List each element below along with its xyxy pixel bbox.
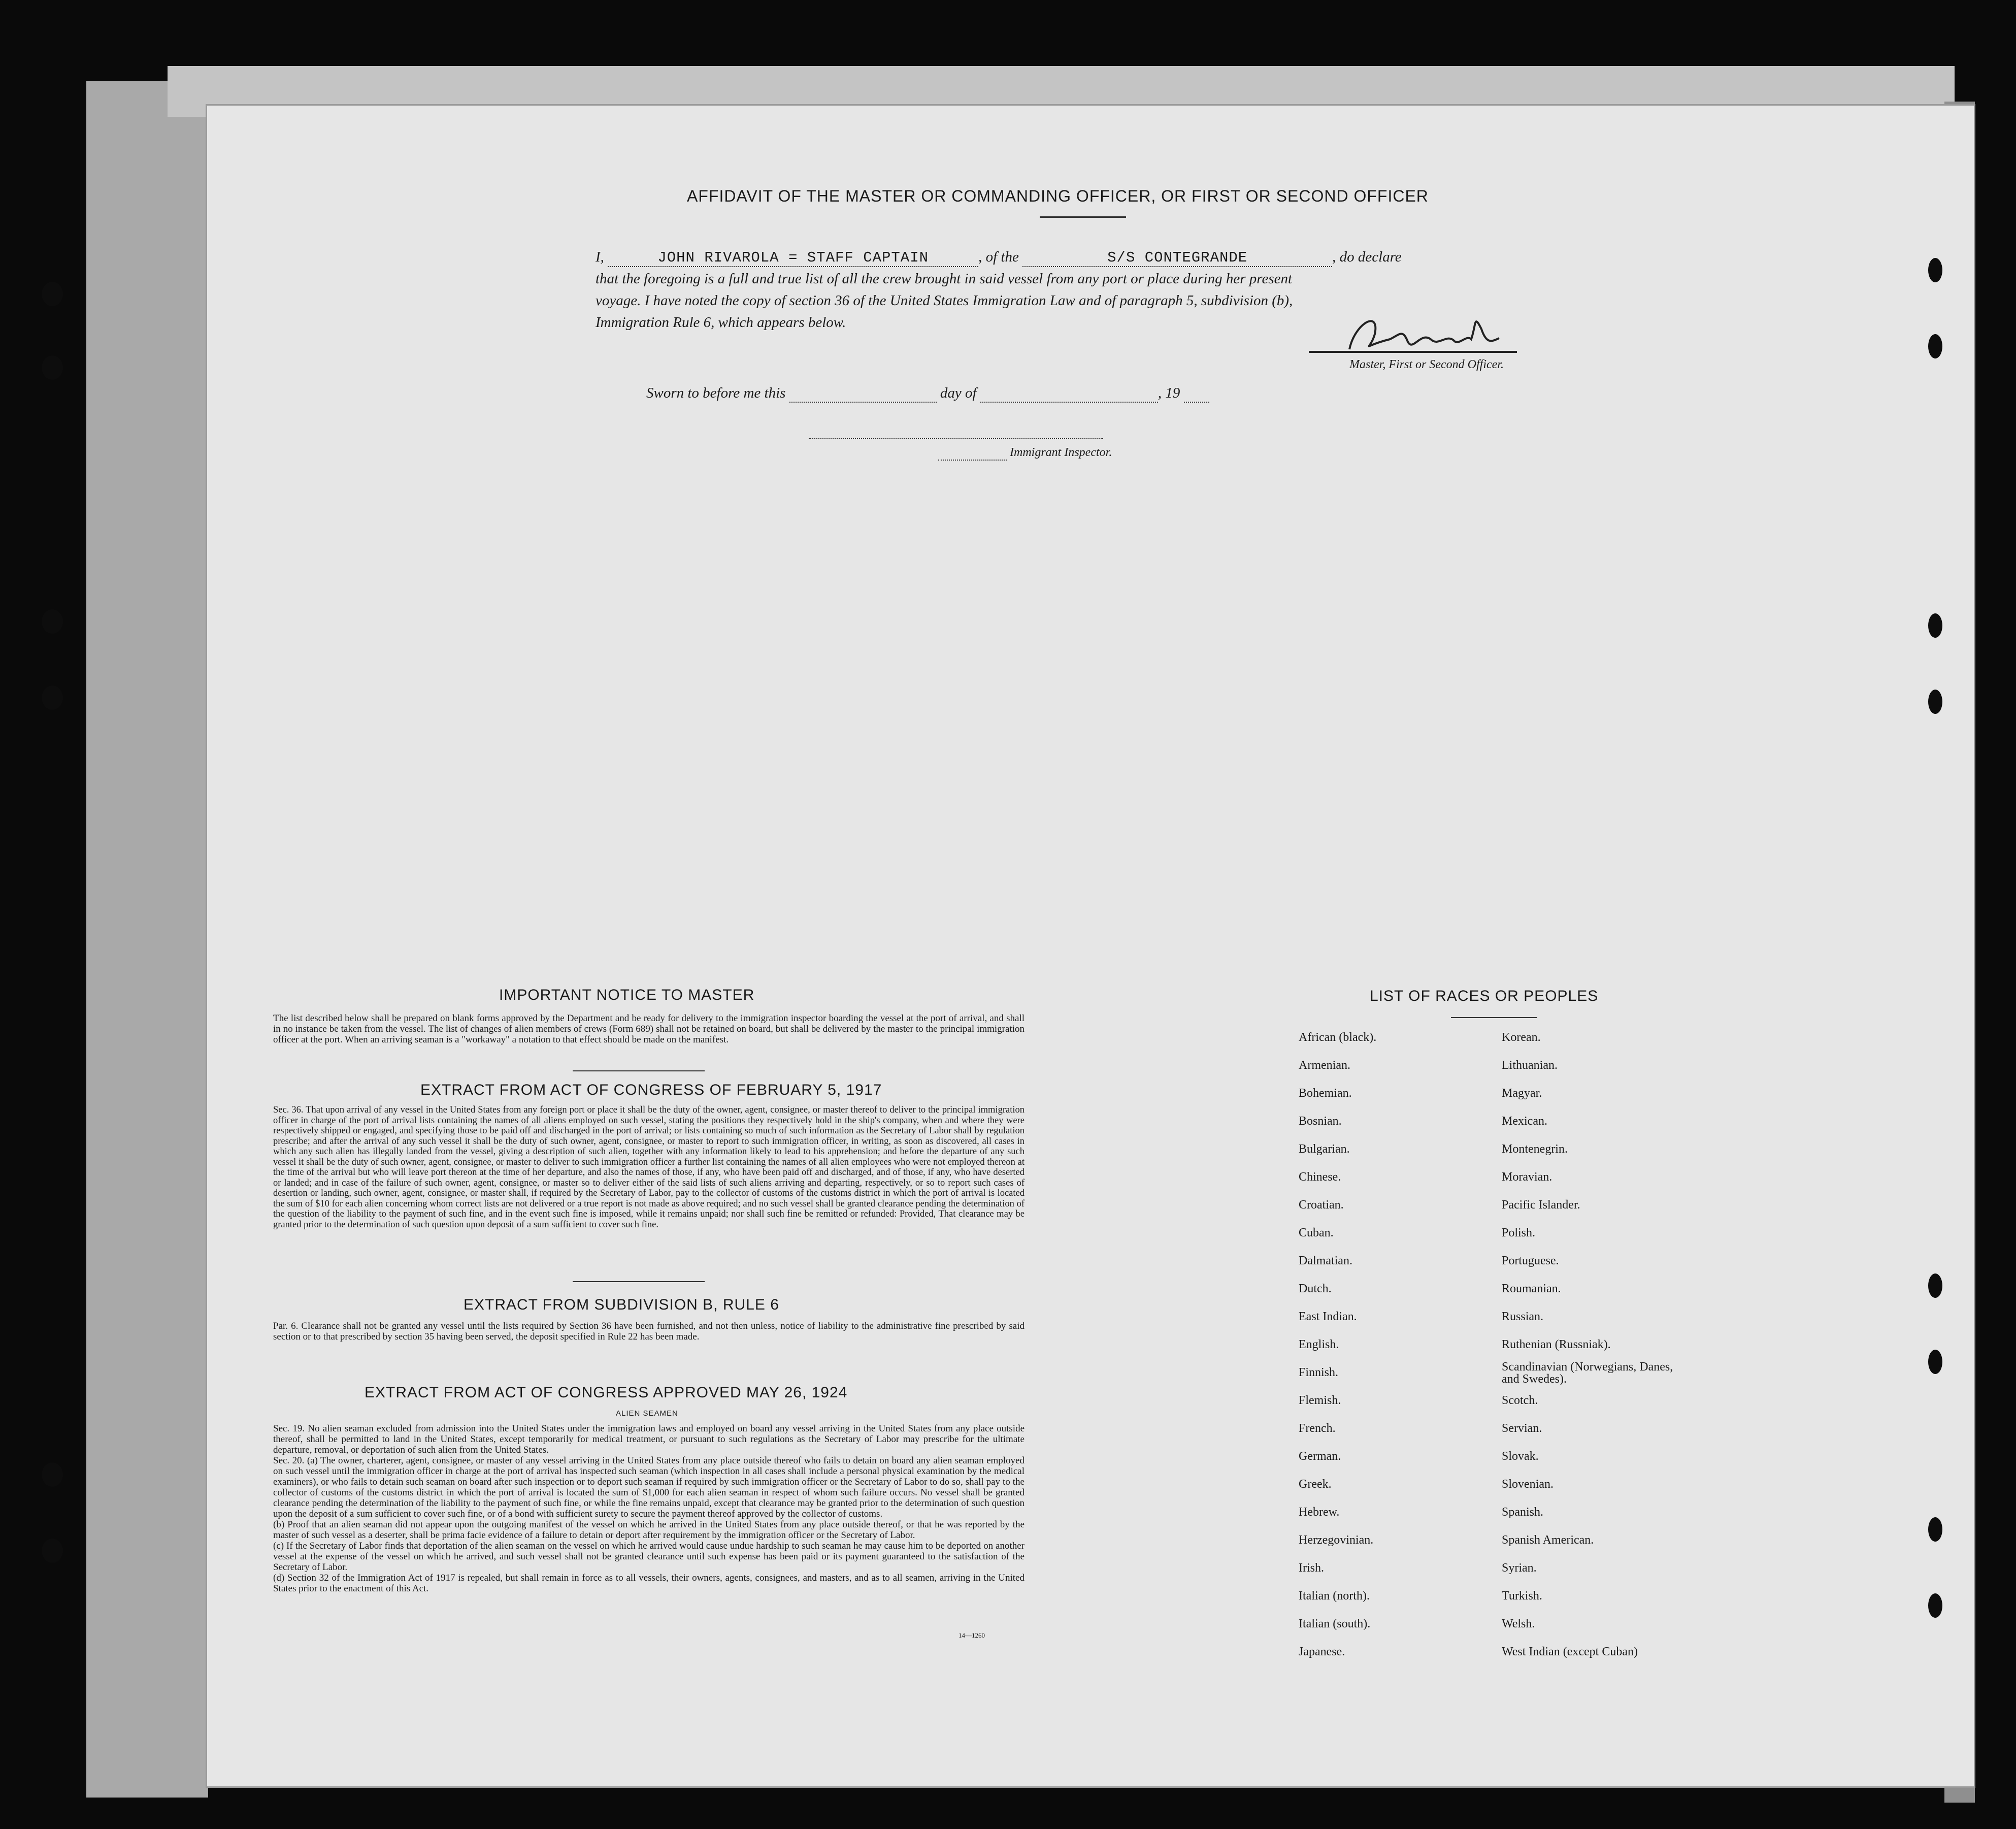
inspector-signature-line: [809, 438, 1103, 439]
sworn-day-field: [789, 385, 937, 403]
binder-hole: [42, 609, 63, 634]
sec20a-text: Sec. 20. (a) The owner, charterer, agent, consignee, or master of any vessel arriving in the United States from any place outside thereof who fails to detain on board any alien seaman employed on such vessel until the immigration officer in charge at the port of arrival has inspected such seaman (which inspection in all cases shall include a personal physical examination by the medical examiners), or who fails to detain such seaman on board after such inspection or to deport such seaman if required by such immigration officer or the Secretary of Labor to do so, shall pay to the collector of customs of the customs district in which the port of arrival is located the sum of $1,000 for each alien seaman in respect of whom such failure occurs. No vessel shall be granted clearance pending the determination of the liability to the payment of such fine, or while the fine remains unpaid, except that clearance may be granted prior to the determination of such question upon the deposit of a sum sufficient to cover such fine, or of a bond with sufficient surety to secure the payment thereof approved by the collector of customs.: [273, 1455, 1024, 1519]
race-item: Polish.: [1502, 1226, 1536, 1239]
race-item: East Indian.: [1299, 1310, 1357, 1323]
master-signature: [1299, 304, 1603, 365]
extract-rule6-text: Par. 6. Clearance shall not be granted any vessel until the lists required by Section 36 have been furnished, and not then unless, notice of liability to the administrative fine prescribed by said section or to that prescribed by section 35 having been served, the deposit specified in Rule 22 has been made.: [273, 1321, 1024, 1342]
extract-1917-title: EXTRACT FROM ACT OF CONGRESS OF FEBRUARY 5, 1917: [420, 1082, 882, 1098]
race-item: Japanese.: [1299, 1645, 1345, 1658]
affidavit-line3: voyage. I have noted the copy of section 36 of the United States Immigration Law and of paragraph 5, subdivision (b),: [596, 292, 1293, 309]
notice-title: IMPORTANT NOTICE TO MASTER: [499, 987, 755, 1003]
extract-1924-title: EXTRACT FROM ACT OF CONGRESS APPROVED MAY 26, 1924: [365, 1384, 848, 1401]
race-item: Italian (south).: [1299, 1617, 1371, 1630]
race-item: Bulgarian.: [1299, 1142, 1350, 1156]
binder-hole: [42, 685, 63, 710]
binder-hole: [42, 1539, 63, 1563]
section-rule: [573, 1281, 705, 1282]
binder-hole: [42, 282, 63, 306]
race-item: Dalmatian.: [1299, 1254, 1352, 1267]
race-item: Pacific Islander.: [1502, 1198, 1580, 1212]
binder-hole: [42, 355, 63, 380]
sworn-label: Sworn to before me this: [646, 385, 786, 401]
sworn-year-field: [1184, 385, 1209, 403]
sec20b-text: (b) Proof that an alien seaman did not appear upon the outgoing manifest of the vessel on which he arrived in the United States from any place outside thereof, or that he was reported by the master of such vessel as a deserter, shall be prima facie evidence of a failure to detain or deport after requirement by the immigration officer or the Secretary of Labor.: [273, 1519, 1024, 1541]
race-item: Scotch.: [1502, 1394, 1538, 1407]
signature-caption: Master, First or Second Officer.: [1349, 358, 1504, 371]
race-item: Cuban.: [1299, 1226, 1334, 1239]
binder-hole: [1928, 334, 1942, 358]
race-item: Slovenian.: [1502, 1478, 1554, 1491]
race-item: Turkish.: [1502, 1589, 1542, 1603]
affidavit-line4: Immigration Rule 6, which appears below.: [596, 314, 846, 331]
form-number: 14—1260: [959, 1631, 985, 1639]
underlying-sheet-left: [86, 81, 208, 1798]
sworn-line: [646, 385, 1209, 403]
sworn-month-field: [980, 385, 1158, 403]
binder-hole: [42, 1462, 63, 1487]
race-item: Herzegovinian.: [1299, 1533, 1374, 1547]
inspector-caption: Immigrant Inspector.: [1010, 446, 1112, 459]
race-item: Moravian.: [1502, 1170, 1552, 1184]
race-item: English.: [1299, 1338, 1339, 1351]
vessel-name-field: [1022, 249, 1332, 267]
race-item: Welsh.: [1502, 1617, 1535, 1630]
extract-rule6-title: EXTRACT FROM SUBDIVISION B, RULE 6: [464, 1296, 779, 1313]
affidavit-i: I,: [596, 249, 604, 265]
extract-1924-body: [273, 1423, 1024, 1594]
race-item: Bohemian.: [1299, 1087, 1352, 1100]
race-item: Korean.: [1502, 1031, 1541, 1044]
day-of-label: day of: [940, 385, 977, 401]
race-item: Montenegrin.: [1502, 1142, 1568, 1156]
race-item: West Indian (except Cuban): [1502, 1645, 1638, 1658]
race-item: Mexican.: [1502, 1115, 1547, 1128]
race-item: French.: [1299, 1422, 1336, 1435]
of-the-label: , of the: [978, 249, 1019, 265]
race-item: Chinese.: [1299, 1170, 1341, 1184]
race-item: Hebrew.: [1299, 1506, 1340, 1519]
races-rule: [1451, 1017, 1537, 1018]
binder-hole: [1928, 1593, 1942, 1618]
race-item: Armenian.: [1299, 1059, 1350, 1072]
race-item: Spanish.: [1502, 1506, 1544, 1519]
do-declare-label: , do declare: [1332, 249, 1402, 265]
race-item: Lithuanian.: [1502, 1059, 1558, 1072]
binder-hole: [1928, 1273, 1942, 1298]
binder-hole: [1928, 613, 1942, 638]
race-item: Russian.: [1502, 1310, 1544, 1323]
race-item: Syrian.: [1502, 1561, 1537, 1575]
race-item: Roumanian.: [1502, 1282, 1561, 1295]
affidavit-title: AFFIDAVIT OF THE MASTER OR COMMANDING OFFICER, OR FIRST OR SECOND OFFICER: [687, 187, 1429, 205]
race-item: German.: [1299, 1450, 1341, 1463]
section-rule: [573, 1070, 705, 1071]
officer-name: JOHN RIVAROLA = STAFF CAPTAIN: [657, 249, 929, 266]
race-item: Spanish American.: [1502, 1533, 1594, 1547]
race-item: Greek.: [1299, 1478, 1332, 1491]
extract-1917-text: Sec. 36. That upon arrival of any vessel in the United States from any foreign port or place it shall be the duty of the owner, agent, consignee, or master thereof to deliver to the principal immigration officer in charge of the port of arrival lists containing the names of all aliens employed on such vessel, stating the positions they respectively hold in the ship's company, when and where they were respectively shipped or engaged, and specifying those to be paid off and discharged in the port of arrival; or lists containing so much of such information as the Secretary of Labor shall by regulation prescribe; and after the arrival of any such vessel it shall be the duty of such owner, agent, consignee, or master to report to such immigration officer, in writing, as soon as discovered, all cases in which any such alien has illegally landed from the vessel, giving a description of such alien, together with any information likely to lead to his apprehension; and before the departure of any such vessel it shall be the duty of such owner, agent, consignee, or master to deliver to such immigration officer a further list containing the names of all alien employees who were not employed thereon at the time of the arrival but who will leave port thereon at the time of her departure, and also the names of those, if any, who have been paid off and discharged, and of those, if any, who have deserted or landed; and in case of the failure of such owner, agent, consignee, or master so to deliver either of the said lists of such aliens arriving and departing, respectively, or so to report such cases of desertion or landing, such owner, agent, consignee, or master shall, if required by the Secretary of Labor, pay to the collector of customs of the customs district in which the port of arrival is located the sum of $10 for each alien concerning whom correct lists are not delivered or a true report is not made as above required; and no such vessel shall be granted clearance pending the determination of the question of the liability to the payment of such fine, and in the event such fine is imposed, while it remains unpaid; nor shall such fine be remitted or refunded: Provided, That clearance may be granted prior to the determination of such question upon deposit of a sum sufficient to cover such fine.: [273, 1105, 1024, 1230]
race-item: Flemish.: [1299, 1394, 1341, 1407]
race-item: Ruthenian (Russniak).: [1502, 1338, 1611, 1351]
inspector-line: [938, 446, 1112, 461]
officer-name-field: [608, 249, 978, 267]
race-item: Magyar.: [1502, 1087, 1542, 1100]
vessel-name: S/S CONTEGRANDE: [1107, 249, 1248, 266]
title-rule: [1040, 216, 1126, 218]
sec20d-text: (d) Section 32 of the Immigration Act of 1917 is repealed, but shall remain in force as to all vessels, their owners, agents, consignees, and masters, and as to all seamen, arriving in the United States prior to the enactment of this Act.: [273, 1573, 1024, 1594]
binder-hole: [1928, 690, 1942, 714]
race-item: Scandinavian (Norwegians, Danes, and Swedes).: [1502, 1360, 1673, 1386]
affidavit-line2: that the foregoing is a full and true list of all the crew brought in said vessel from any port or place during her present: [596, 271, 1293, 287]
race-item: Portuguese.: [1502, 1254, 1559, 1267]
binder-hole: [1928, 258, 1942, 282]
binder-hole: [1928, 1350, 1942, 1374]
inspector-dots: [938, 446, 1007, 461]
race-item: Dutch.: [1299, 1282, 1332, 1295]
race-item: Irish.: [1299, 1561, 1324, 1575]
race-item: African (black).: [1299, 1031, 1377, 1044]
sec20c-text: (c) If the Secretary of Labor finds that deportation of the alien seaman on the vessel on which he arrived would cause undue hardship to such seaman he may cause him to be deported on another vessel at the expense of the vessel on which he arrived, and such vessel shall not be granted clearance until such expense has been paid or its payment guaranteed to the satisfaction of the Secretary of Labor.: [273, 1541, 1024, 1573]
race-item: Slovak.: [1502, 1450, 1539, 1463]
binder-hole: [1928, 1517, 1942, 1542]
year-label: , 19: [1158, 385, 1180, 401]
notice-text: The list described below shall be prepared on blank forms approved by the Department and be ready for delivery to the immigration inspector boarding the vessel at the port of arrival, and shall in no instance be taken from the vessel. The list of changes of alien members of crews (Form 689) shall not be retained on board, but shall be delivered by the master to the principal immigration officer at the port. When an arriving seaman is a "workaway" a notation to that effect should be made on the manifest.: [273, 1013, 1024, 1045]
alien-seamen-subtitle: ALIEN SEAMEN: [616, 1409, 678, 1418]
affidavit-line1: [596, 249, 1591, 267]
race-item: Croatian.: [1299, 1198, 1344, 1212]
sec19-text: Sec. 19. No alien seaman excluded from admission into the United States under the immigration laws and employed on board any vessel arriving in the United States from any place outside thereof, shall be permitted to land in the United States, except temporarily for medical treatment, or pursuant to such regulations as the Secretary of Labor may prescribe for the ultimate departure, removal, or deportation of such alien from the United States.: [273, 1423, 1024, 1455]
races-title: LIST OF RACES OR PEOPLES: [1370, 988, 1599, 1004]
race-item: Bosnian.: [1299, 1115, 1342, 1128]
document-page: [206, 104, 1975, 1788]
race-item: Italian (north).: [1299, 1589, 1370, 1603]
race-item: Servian.: [1502, 1422, 1542, 1435]
race-item: Finnish.: [1299, 1366, 1339, 1379]
